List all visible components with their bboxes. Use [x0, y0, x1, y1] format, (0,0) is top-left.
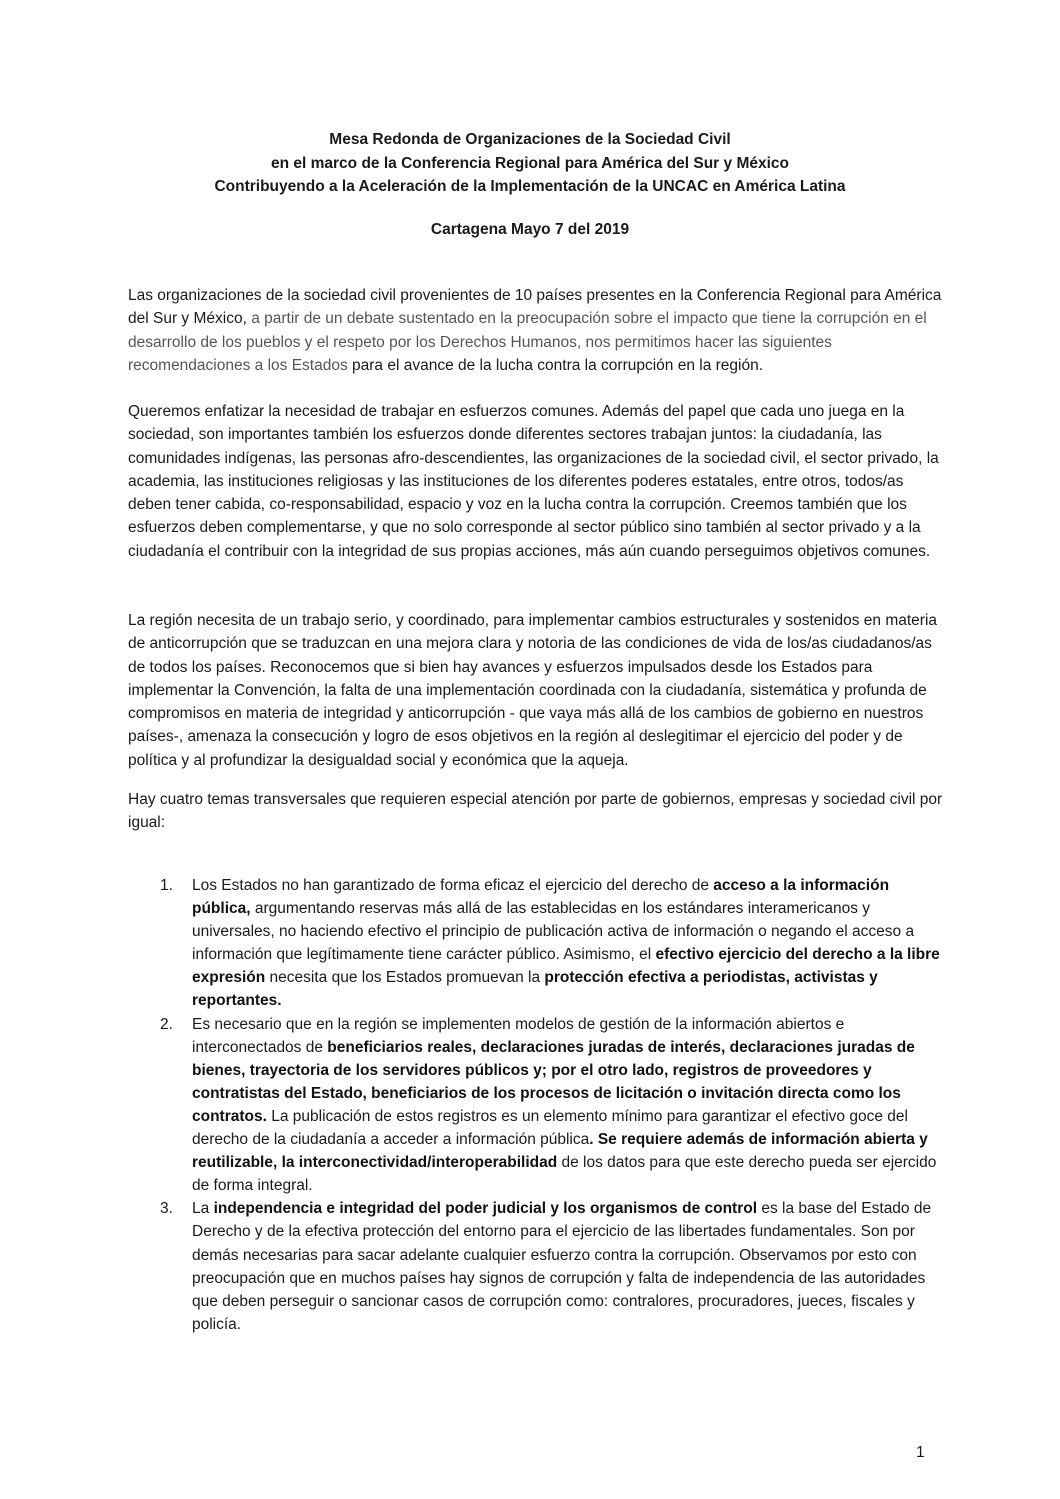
- document-date: Cartagena Mayo 7 del 2019: [430, 221, 630, 238]
- item-text: necesita que los Estados promuevan la: [265, 969, 545, 987]
- intro-text-b: a partir de un debate sustentado en la preocupación sobre el impacto que tiene la corrupción en el desarrollo de los pueblos y el respeto por los Derechos Humanos, nos permitimos hacer las siguientes recomendaciones a los Estados: [128, 310, 927, 374]
- item-text: es la base del Estado de Derecho y de la efectiva protección del entorno para el ejercicio de las libertades fundamentales. Son por demás necesarias para sacar adelante cualquier esfuerzo contra la corrupción. Observamos por esto con preocupación que en muchos países hay signos de corrupción y falta de independencia de las autoridades que deben perseguir o sancionar casos de corrupción como: contralores, procuradores, jueces, fiscales y policía.: [192, 1200, 932, 1333]
- paragraph-region-needs: La región necesita de un trabajo serio, y coordinado, para implementar cambios estructurales y sostenidos en materia de anticorrupción que se traduzcan en una mejora clara y notoria de las condiciones de vida de los/as ciudadanos/as de todos los países. Reconocemos que si bien hay avances y esfuerzos impulsados desde los Estados para implementar la Convención, la falta de una implementación coordinada con la ciudadanía, sistemática y profunda de compromisos en materia de integridad y anticorrupción - que vaya más allá de los cambios de gobierno en nuestros países-, amenaza la consecución y logro de esos objetivos en la región al deslegitimar el ejercicio del poder y de política y al profundizar la desigualdad social y económica que la aqueja.: [128, 612, 938, 769]
- recommendations-list: [160, 874, 940, 1336]
- intro-paragraph: [128, 284, 948, 377]
- item-bold-text: efectivo ejercicio del derecho a la libre expresión: [192, 946, 940, 987]
- document-header: [100, 128, 960, 199]
- item-text: La: [192, 1200, 214, 1218]
- item-bold-text: beneficiarios reales, declaraciones juradas de interés, declaraciones juradas de bienes, trayectoria de los servidores públicos y; por el otro lado, registros de proveedores y contratistas del Estado, beneficiarios de los procesos de licitación o invitación directa como los contratos.: [192, 1038, 915, 1125]
- paragraph-common-efforts: Queremos enfatizar la necesidad de trabajar en esfuerzos comunes. Además del papel que cada uno juega en la sociedad, son importantes también los esfuerzos donde diferentes sectores trabajan juntos: la ciudadanía, las comunidades indígenas, las personas afro-descendientes, las organizaciones de la sociedad civil, el sector privado, la academia, las instituciones religiosas y las instituciones de los diferentes poderes estatales, entre otros, todos/as deben tener cabida, co-responsabilidad, espacio y voz en la lucha contra la corrupción. Creemos también que los esfuerzos deben complementarse, y que no solo corresponde al sector público sino también al sector privado y a la ciudadanía el contribuir con la integridad de sus propias acciones, más aún cuando perseguimos objetivos comunes.: [128, 403, 939, 560]
- item-bold-text: protección efectiva a periodistas, activistas y reportantes.: [192, 969, 878, 1010]
- item-text: Es necesario que en la región se implementen modelos de gestión de la información abiertos e interconectados de: [192, 1015, 845, 1056]
- item-bold-text: acceso a la información pública,: [192, 877, 890, 918]
- list-item: [160, 1197, 940, 1336]
- paragraph-four-themes: Hay cuatro temas transversales que requieren especial atención por parte de gobiernos, empresas y sociedad civil por igual:: [128, 791, 943, 832]
- page-number: 1: [916, 1444, 925, 1461]
- header-line-2: en el marco de la Conferencia Regional para América del Sur y México: [270, 154, 789, 172]
- list-item-number: 2.: [160, 1015, 173, 1033]
- header-line-1: Mesa Redonda de Organizaciones de la Sociedad Civil: [329, 131, 731, 148]
- item-bold-text: . Se requiere además de información abierta y reutilizable, la interconectividad/interoperabilidad: [192, 1131, 928, 1172]
- item-text: de los datos para que este derecho pueda ser ejercido de forma integral.: [192, 1154, 937, 1195]
- intro-text-a: Las organizaciones de la sociedad civil provenientes de 10 países presentes en la Conferencia Regional para América del Sur y México,: [128, 287, 942, 328]
- item-text: argumentando reservas más allá de las establecidas en los estándares interamericanos y universales, no haciendo efectivo el principio de publicación activa de información o negando el acceso a información que legítimamente tiene carácter público. Asimismo, el: [192, 900, 915, 964]
- intro-text-c: para el avance de la lucha contra la corrupción en la región.: [347, 356, 764, 374]
- item-bold-text: independencia e integridad del poder judicial y los organismos de control: [213, 1200, 758, 1218]
- list-item: [160, 874, 940, 1013]
- list-item-number: 1.: [160, 877, 173, 894]
- header-line-3: Contribuyendo a la Aceleración de la Implementación de la UNCAC en América Latina: [214, 178, 846, 195]
- item-text: Los Estados no han garantizado de forma eficaz el ejercicio del derecho de: [192, 877, 714, 894]
- list-item: [160, 1013, 940, 1198]
- list-item-number: 3.: [160, 1200, 173, 1218]
- item-text: La publicación de estos registros es un elemento mínimo para garantizar el efectivo goce del derecho de la ciudadanía a acceder a información pública: [192, 1107, 908, 1149]
